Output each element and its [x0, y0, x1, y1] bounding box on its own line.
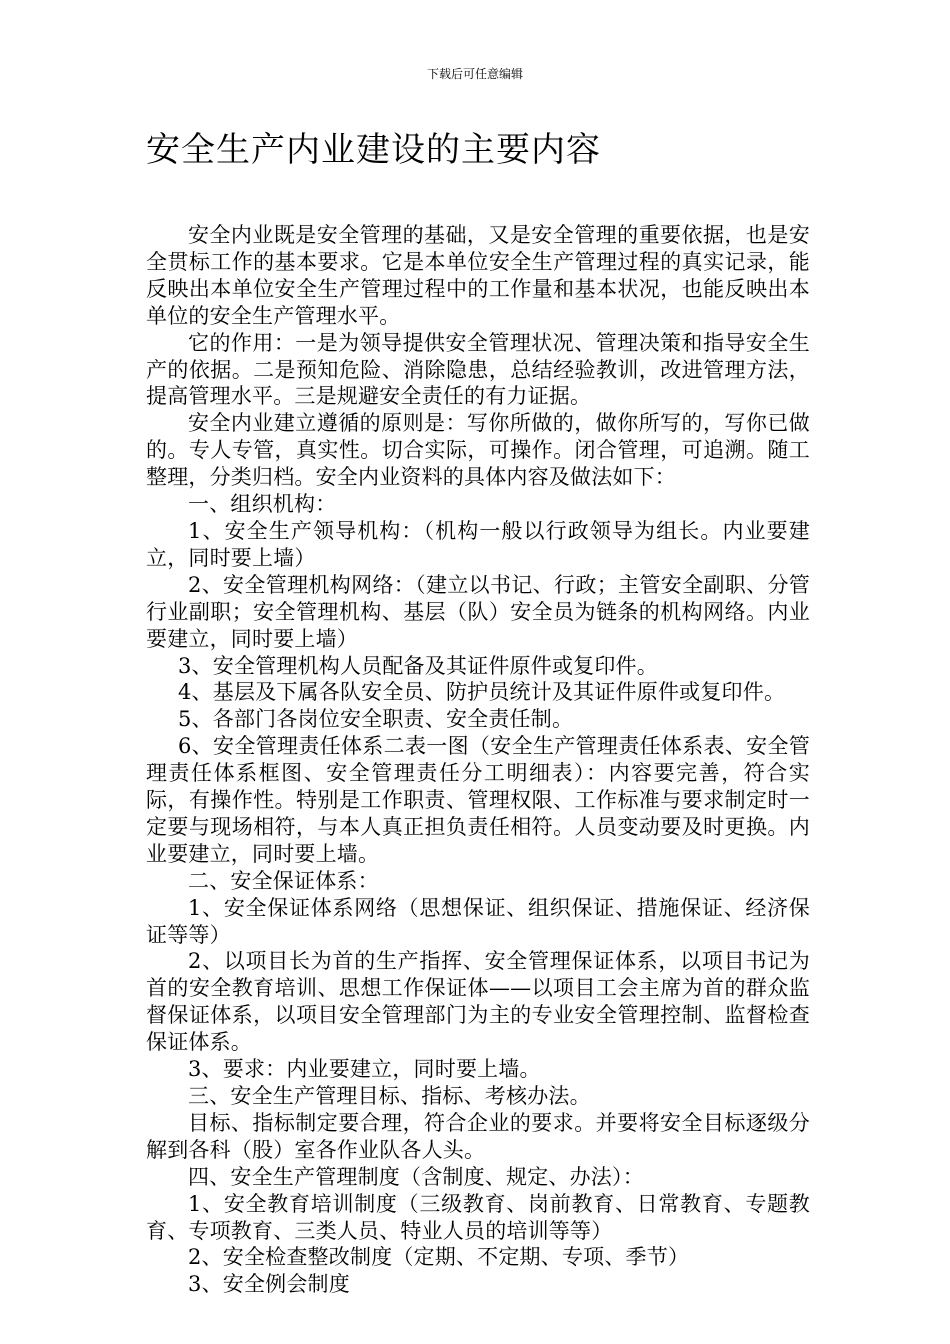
list-item: 4、基层及下属各队安全员、防护员统计及其证件原件或复印件。 [178, 680, 786, 705]
list-item: 2、安全检查整改制度（定期、不定期、专项、季节） [188, 1245, 690, 1270]
header-note: 下载后可任意编辑 [426, 67, 523, 81]
list-item: 3、安全管理机构人员配备及其证件原件或复印件。 [178, 653, 658, 678]
document-title: 安全生产内业建设的主要内容 [146, 130, 601, 170]
paragraph-intro: 安全内业既是安全管理的基础，又是安全管理的重要依据，也是安全贯标工作的基本要求。它是本单位安全生产管理过程的真实记录，能反映出本单位安全生产管理过程中的工作量和基本状况，也能反映出本单位的安全生产管理水平。 [146, 223, 810, 328]
list-item: 3、要求：内业要建立，同时要上墙。 [188, 1057, 541, 1082]
paragraph-targets: 目标、指标制定要合理，符合企业的要求。并要将安全目标逐级分解到各科（股）室各作业队各人头。 [146, 1110, 810, 1162]
list-item: 2、以项目长为首的生产指挥、安全管理保证体系，以项目书记为首的安全教育培训、思想工作保证体——以项目工会主席为首的群众监督保证体系，以项目安全管理部门为主的专业安全管理控制、监督检查保证体系。 [146, 949, 810, 1055]
list-item: 2、安全管理机构网络：（建立以书记、行政；主管安全副职、分管行业副职；安全管理机构、基层（队）安全员为链条的机构网络。内业要建立，同时要上墙） [146, 572, 810, 651]
list-item: 1、安全生产领导机构：（机构一般以行政领导为组长。内业要建立，同时要上墙） [146, 518, 810, 570]
section-heading-guarantee: 二、安全保证体系： [188, 868, 379, 893]
list-item: 1、安全保证体系网络（思想保证、组织保证、措施保证、经济保证等等） [146, 895, 810, 947]
document-body [146, 222, 810, 1298]
section-heading-rules: 四、安全生产管理制度（含制度、规定、办法）： [188, 1164, 644, 1189]
list-item: 6、安全管理责任体系二表一图（安全生产管理责任体系表、安全管理责任体系框图、安全管理责任分工明细表）：内容要完善，符合实际，有操作性。特别是工作职责、管理权限、工作标准与要求制定时一定要与现场相符，与本人真正担负责任相符。人员变动要及时更换。内业要建立，同时要上墙。 [146, 734, 810, 866]
list-item: 3、安全例会制度 [188, 1272, 350, 1297]
section-heading-targets: 三、安全生产管理目标、指标、考核办法。 [188, 1084, 591, 1108]
list-item: 5、各部门各岗位安全职责、安全责任制。 [178, 707, 574, 732]
section-heading-organization: 一、组织机构： [188, 492, 337, 517]
paragraph-principles: 安全内业建立遵循的原则是：写你所做的，做你所写的，写你已做的。专人专管，真实性。切合实际，可操作。闭合管理，可追溯。随工整理，分类归档。安全内业资料的具体内容及做法如下： [146, 411, 810, 490]
list-item: 1、安全教育培训制度（三级教育、岗前教育、日常教育、专题教育、专项教育、三类人员、特业人员的培训等等） [146, 1191, 810, 1243]
paragraph-purpose: 它的作用：一是为领导提供安全管理状况、管理决策和指导安全生产的依据。二是预知危险、消除隐患，总结经验教训，改进管理方法，提高管理水平。三是规避安全责任的有力证据。 [146, 330, 810, 409]
